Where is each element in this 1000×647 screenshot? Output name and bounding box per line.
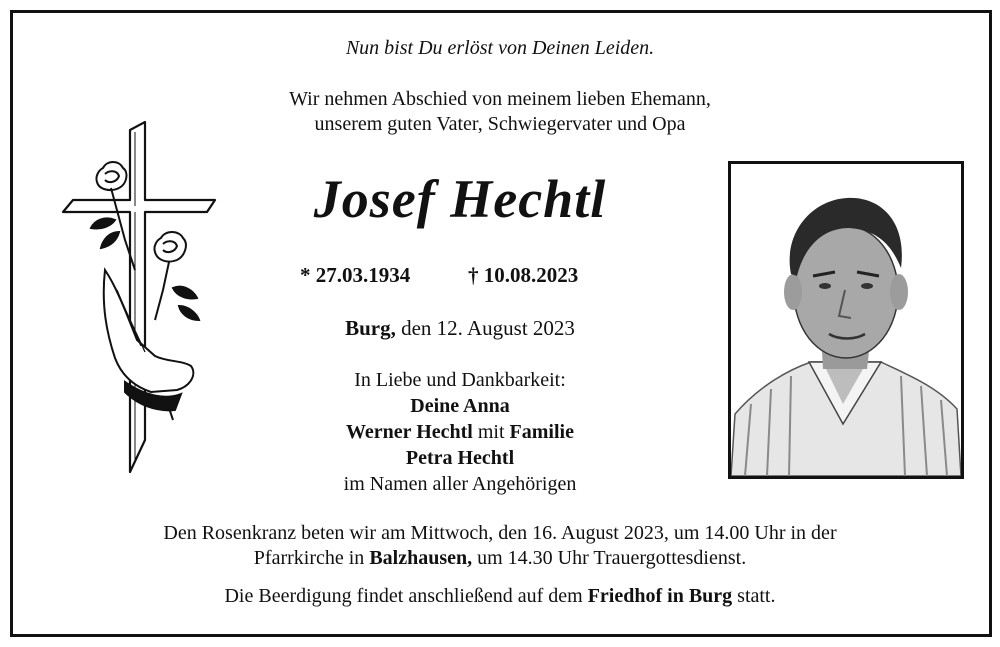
mourners-closing: im Namen aller Angehörigen — [343, 473, 577, 495]
mourner-son-name: Werner Hechtl — [346, 421, 473, 443]
deceased-name: Josef Hechtl — [313, 169, 607, 229]
burial-pre: Die Beerdigung findet anschließend auf dem — [224, 585, 588, 607]
burial-place: Friedhof in Burg — [587, 585, 733, 607]
intro-line-1: Wir nehmen Abschied von meinem lieben Ehemann, — [289, 88, 711, 110]
portrait-photo — [728, 161, 964, 479]
rosary-line-2 — [0, 547, 1000, 570]
birth-date: * 27.03.1934 — [300, 263, 411, 287]
rosary-post: um 14.30 Uhr Trauergottesdienst. — [472, 547, 747, 569]
portrait-image — [731, 164, 961, 476]
mourners-heading: In Liebe und Dankbarkeit: — [354, 369, 566, 391]
burial-line — [0, 585, 1000, 608]
mourner-son-mid: mit — [472, 421, 510, 443]
mourner-daughter: Petra Hechtl — [405, 447, 515, 469]
rose-icon — [154, 232, 199, 320]
death-date: † 10.08.2023 — [468, 263, 579, 287]
burial-post: statt. — [732, 585, 776, 607]
mourner-wife: Deine Anna — [410, 395, 510, 417]
motto: Nun bist Du erlöst von Deinen Leiden. — [345, 37, 655, 59]
place-town: Burg, — [345, 316, 396, 340]
rosary-place: Balzhausen, — [369, 547, 473, 569]
mourner-son-family: Familie — [509, 421, 574, 443]
intro-line-2: unserem guten Vater, Schwiegervater und Opa — [314, 113, 686, 135]
rosary-pre: Pfarrkirche in — [253, 547, 370, 569]
place-date-text: den 12. August 2023 — [401, 316, 575, 340]
rosary-line-1: Den Rosenkranz beten wir am Mittwoch, den 16. August 2023, um 14.00 Uhr in der — [163, 522, 837, 544]
